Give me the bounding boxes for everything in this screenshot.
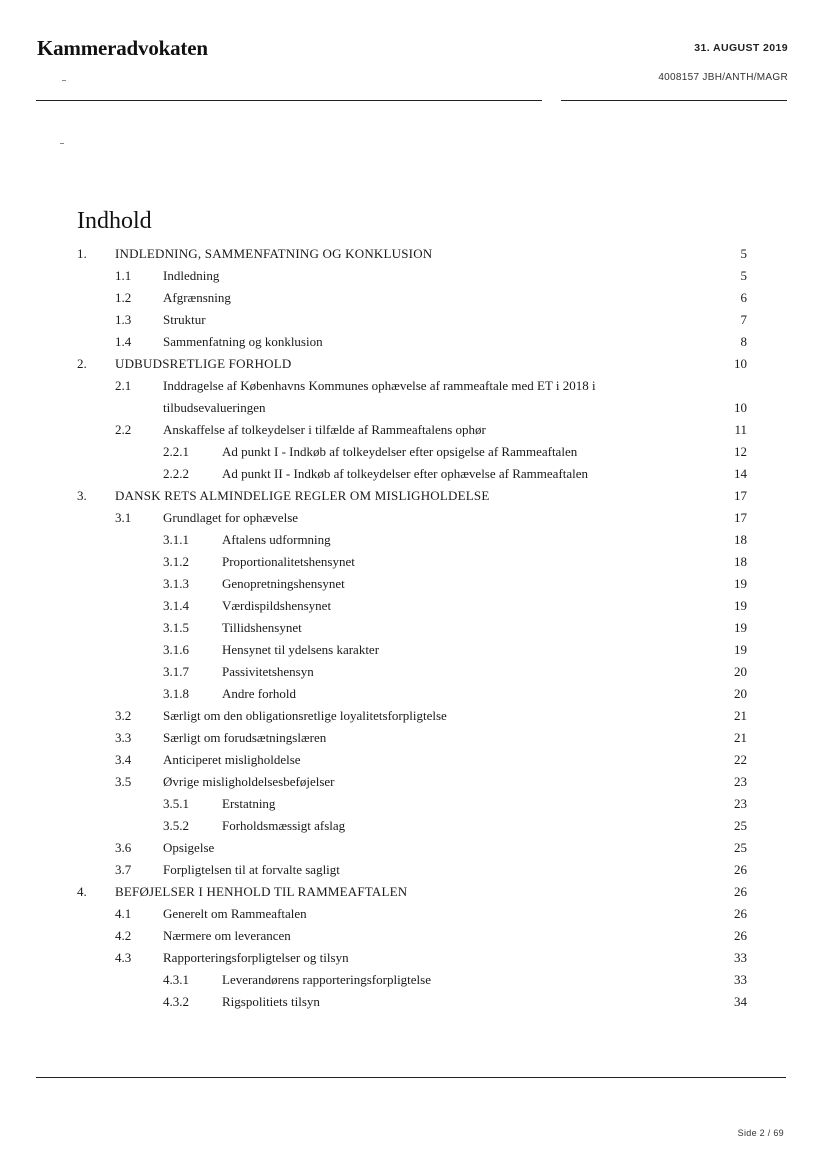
toc-entry-title: Aftalens udformning [222, 532, 331, 547]
toc-entry-1-2[interactable] [77, 287, 747, 309]
toc-entry-2-2-2[interactable] [77, 463, 747, 485]
toc-entry-1[interactable] [77, 243, 747, 265]
toc-entry-title: Indledning [163, 268, 220, 283]
toc-entry-number: 4. [77, 884, 87, 899]
toc-entry-page: 22 [734, 752, 747, 767]
toc-title: Indhold [77, 208, 152, 234]
toc-entry-1-1[interactable] [77, 265, 747, 287]
toc-entry-title: Særligt om forudsætningslæren [163, 730, 327, 745]
toc-entry-number: 3.4 [115, 752, 132, 767]
toc-entry-number: 3.5 [115, 774, 132, 789]
toc-entry-page: 26 [734, 884, 747, 899]
toc-entry-number: 3.7 [115, 862, 132, 877]
toc-entry-title: Tillidshensynet [222, 620, 302, 635]
toc-entry-page: 17 [734, 488, 747, 503]
toc-entry-number: 4.3 [115, 950, 132, 965]
toc-entry-number: 3.1.7 [163, 664, 189, 679]
toc-entry-page: 26 [734, 906, 747, 921]
toc-entry-1-4[interactable] [77, 331, 747, 353]
toc-entry-number: 2. [77, 356, 87, 371]
toc-entry-title: Hensynet til ydelsens karakter [222, 642, 380, 657]
toc-entry-title: BEFØJELSER I HENHOLD TIL RAMMEAFTALEN [115, 884, 408, 899]
toc-entry-page: 26 [734, 862, 747, 877]
toc-entry-page: 6 [740, 290, 747, 305]
toc-entry-number: 3.1.1 [163, 532, 189, 547]
table-of-contents [77, 243, 747, 1013]
toc-entry-page: 23 [734, 774, 747, 789]
toc-entry-title: Øvrige misligholdelsesbeføjelser [163, 774, 335, 789]
toc-entry-number: 3.3 [115, 730, 132, 745]
toc-entry-title: Grundlaget for ophævelse [163, 510, 299, 525]
toc-entry-title: Generelt om Rammeaftalen [163, 906, 307, 921]
toc-entry-page: 21 [734, 708, 747, 723]
footer-rule [36, 1077, 786, 1078]
scan-speck [62, 80, 66, 81]
document-reference: 4008157 JBH/ANTH/MAGR [658, 72, 788, 83]
toc-entry-3-1-4[interactable] [77, 595, 747, 617]
toc-entry-number: 3.1 [115, 510, 132, 525]
toc-entry-title: Ad punkt I - Indkøb af tolkeydelser efter opsigelse af Rammeaftalen [222, 444, 578, 459]
toc-entry-3-1-6[interactable] [77, 639, 747, 661]
toc-entry-page: 8 [740, 334, 747, 349]
toc-entry-page: 20 [734, 664, 747, 679]
document-date: 31. AUGUST 2019 [694, 42, 788, 54]
toc-entry-page: 20 [734, 686, 747, 701]
toc-entry-number: 1.3 [115, 312, 132, 327]
toc-entry-number: 2.1 [115, 378, 132, 393]
toc-entry-page: 26 [734, 928, 747, 943]
toc-entry-number: 4.2 [115, 928, 132, 943]
toc-entry-page: 34 [734, 994, 747, 1009]
toc-entry-3-5[interactable] [77, 771, 747, 793]
toc-entry-3-5-2[interactable] [77, 815, 747, 837]
toc-entry-3-1-1[interactable] [77, 529, 747, 551]
toc-entry-2[interactable] [77, 353, 747, 375]
toc-entry-page: 12 [734, 444, 747, 459]
toc-entry-page: 23 [734, 796, 747, 811]
toc-entry-3-1-7[interactable] [77, 661, 747, 683]
toc-entry-title [163, 375, 707, 419]
toc-entry-number: 4.3.2 [163, 994, 189, 1009]
toc-entry-page: 33 [734, 950, 747, 965]
toc-entry-number: 1.1 [115, 268, 132, 283]
toc-entry-4-2[interactable] [77, 925, 747, 947]
toc-entry-title: UDBUDSRETLIGE FORHOLD [115, 356, 292, 371]
toc-entry-page: 19 [734, 576, 747, 591]
toc-entry-page: 10 [734, 400, 747, 415]
toc-entry-title: Opsigelse [163, 840, 215, 855]
toc-entry-title: Struktur [163, 312, 206, 327]
toc-entry-title: Ad punkt II - Indkøb af tolkeydelser efter ophævelse af Rammeaftalen [222, 466, 589, 481]
toc-entry-3-1-2[interactable] [77, 551, 747, 573]
toc-entry-number: 3.1.3 [163, 576, 189, 591]
toc-entry-title: Værdispildshensynet [222, 598, 332, 613]
toc-entry-4-1[interactable] [77, 903, 747, 925]
toc-entry-title-line1: Inddragelse af Københavns Kommunes ophævelse af rammeaftale med ET i 2018 i [163, 378, 596, 393]
toc-entry-page: 11 [734, 422, 747, 437]
toc-entry-4[interactable] [77, 881, 747, 903]
toc-entry-page: 17 [734, 510, 747, 525]
toc-entry-page: 19 [734, 620, 747, 635]
toc-entry-number: 3.2 [115, 708, 132, 723]
toc-entry-title: INDLEDNING, SAMMENFATNING OG KONKLUSION [115, 246, 433, 261]
toc-entry-page: 10 [734, 356, 747, 371]
toc-entry-title: Afgrænsning [163, 290, 231, 305]
toc-entry-3-2[interactable] [77, 705, 747, 727]
toc-entry-2-2[interactable] [77, 419, 747, 441]
header-rule-right [561, 100, 787, 101]
toc-entry-4-3[interactable] [77, 947, 747, 969]
toc-entry-title-line2: tilbudsevalueringen [163, 400, 266, 415]
toc-entry-3[interactable] [77, 485, 747, 507]
toc-entry-page: 25 [734, 818, 747, 833]
toc-entry-3-7[interactable] [77, 859, 747, 881]
toc-entry-page: 19 [734, 598, 747, 613]
toc-entry-3-3[interactable] [77, 727, 747, 749]
toc-entry-number: 3.6 [115, 840, 132, 855]
toc-entry-2-2-1[interactable] [77, 441, 747, 463]
toc-entry-page: 21 [734, 730, 747, 745]
toc-entry-title: Erstatning [222, 796, 276, 811]
toc-entry-3-1[interactable] [77, 507, 747, 529]
toc-entry-number: 3.1.4 [163, 598, 189, 613]
toc-entry-page: 7 [740, 312, 747, 327]
toc-entry-page: 18 [734, 532, 747, 547]
toc-entry-number: 1.4 [115, 334, 132, 349]
toc-entry-number: 2.2.1 [163, 444, 189, 459]
toc-entry-3-1-5[interactable] [77, 617, 747, 639]
toc-entry-page: 18 [734, 554, 747, 569]
toc-entry-page: 14 [734, 466, 747, 481]
toc-entry-page: 33 [734, 972, 747, 987]
toc-entry-title: Passivitetshensyn [222, 664, 314, 679]
toc-entry-page: 5 [740, 246, 747, 261]
logo: Kammeradvokaten [37, 36, 208, 60]
toc-entry-title: Genopretningshensynet [222, 576, 345, 591]
toc-entry-title: Rigspolitiets tilsyn [222, 994, 320, 1009]
toc-entry-title: Andre forhold [222, 686, 297, 701]
toc-entry-title: Nærmere om leverancen [163, 928, 291, 943]
toc-entry-title: Proportionalitetshensynet [222, 554, 355, 569]
toc-entry-3-4[interactable] [77, 749, 747, 771]
toc-entry-2-1[interactable] [77, 375, 747, 419]
toc-entry-number: 4.3.1 [163, 972, 189, 987]
toc-entry-title: Sammenfatning og konklusion [163, 334, 323, 349]
page-number: Side 2 / 69 [737, 1128, 784, 1138]
toc-entry-number: 3.1.6 [163, 642, 189, 657]
toc-entry-page: 5 [740, 268, 747, 283]
header-rule-left [36, 100, 542, 101]
toc-entry-number: 2.2.2 [163, 466, 189, 481]
toc-entry-title: Leverandørens rapporteringsforpligtelse [222, 972, 432, 987]
toc-entry-number: 3.1.2 [163, 554, 189, 569]
toc-entry-title: Rapporteringsforpligtelser og tilsyn [163, 950, 349, 965]
toc-entry-number: 1.2 [115, 290, 132, 305]
toc-entry-number: 2.2 [115, 422, 132, 437]
toc-entry-number: 3. [77, 488, 87, 503]
toc-entry-3-5-1[interactable] [77, 793, 747, 815]
toc-entry-1-3[interactable] [77, 309, 747, 331]
toc-entry-4-3-2[interactable] [77, 991, 747, 1013]
toc-entry-title: Anskaffelse af tolkeydelser i tilfælde af Rammeaftalens ophør [163, 422, 486, 437]
toc-entry-title: Særligt om den obligationsretlige loyalitetsforpligtelse [163, 708, 447, 723]
toc-entry-page: 19 [734, 642, 747, 657]
toc-entry-3-1-3[interactable] [77, 573, 747, 595]
toc-entry-3-6[interactable] [77, 837, 747, 859]
toc-entry-number: 3.1.8 [163, 686, 189, 701]
toc-entry-title: DANSK RETS ALMINDELIGE REGLER OM MISLIGHOLDELSE [115, 488, 490, 503]
toc-entry-page: 25 [734, 840, 747, 855]
toc-entry-title: Forpligtelsen til at forvalte sagligt [163, 862, 340, 877]
toc-entry-title: Anticiperet misligholdelse [163, 752, 301, 767]
toc-entry-number: 3.1.5 [163, 620, 189, 635]
toc-entry-number: 3.5.1 [163, 796, 189, 811]
scan-speck [60, 143, 64, 144]
toc-entry-number: 4.1 [115, 906, 132, 921]
toc-entry-number: 3.5.2 [163, 818, 189, 833]
toc-entry-3-1-8[interactable] [77, 683, 747, 705]
toc-entry-4-3-1[interactable] [77, 969, 747, 991]
toc-entry-number: 1. [77, 246, 87, 261]
toc-entry-title: Forholdsmæssigt afslag [222, 818, 346, 833]
